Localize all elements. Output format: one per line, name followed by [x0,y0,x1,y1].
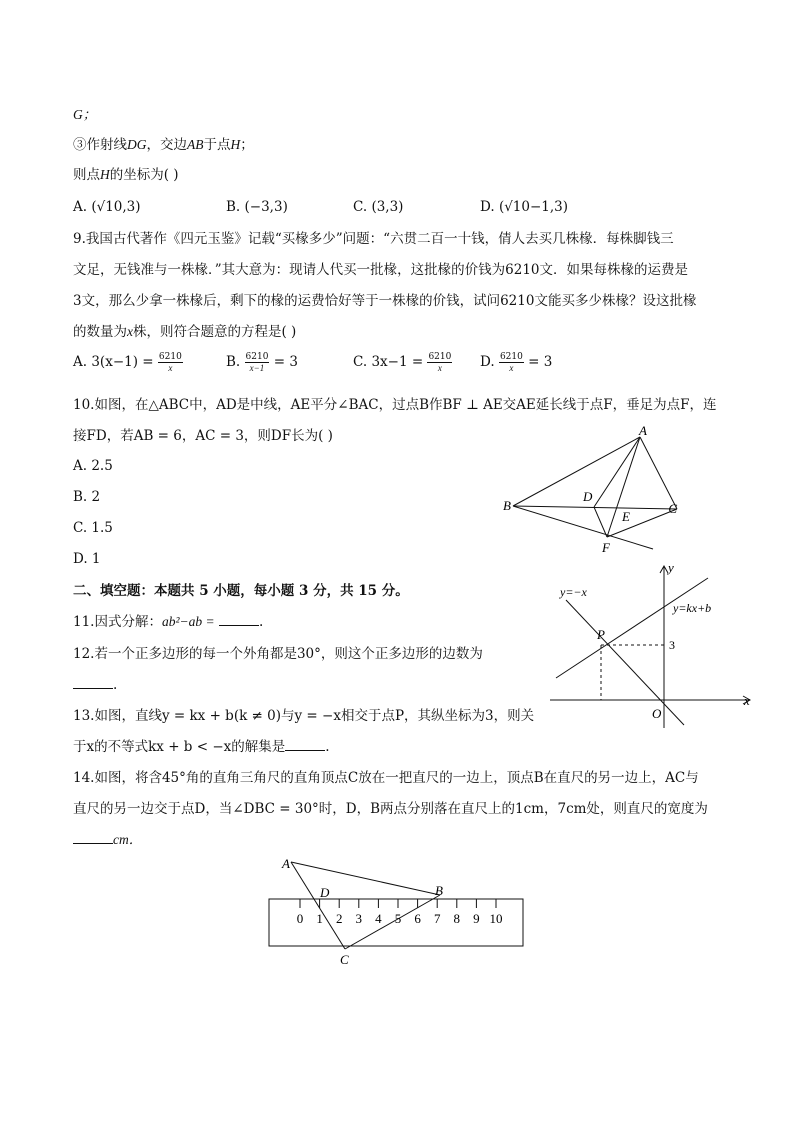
q11-answer-blank[interactable] [219,613,259,626]
q14-ruler-figure [262,852,532,970]
q9-line2: 文足，无钱准与一株椽．”其大意为：现请人代买一批椽，这批椽的价钱为6210文．如果每株椽的运费是 [73,262,689,278]
q13-label-origin: O [652,706,662,721]
q14-ruler-tick-label: 4 [375,911,382,926]
q12-line1: 12.若一个正多边形的每一个外角都是30°，则这个正多边形的边数为 [73,646,483,662]
q12-line2: . [73,676,117,694]
q8-option-d: D. (√10−1,3) [480,199,569,215]
q10-label-b: B [503,498,511,513]
q9-line1: 9.我国古代著作《四元玉鉴》记载“买椽多少”问题：“六贯二百一十钱，倩人去买几株椽．每株脚钱三 [73,231,674,247]
q14-label-d: D [320,885,330,900]
q13-label-line1: y=−x [560,585,587,599]
q12-answer-blank[interactable] [73,676,113,689]
q10-label-c: C [668,501,677,516]
q14-ruler-tick-label: 0 [296,911,304,926]
q9-option-b: B. $\frac{6210}{x-1}$ = 3 [226,352,298,373]
q9-option-a: A. 3(x−1) = $\frac{6210}{x}$ [73,352,182,373]
q8-option-b: B. (−3,3) [226,199,288,215]
q14-ruler-tick-label: 6 [414,911,421,926]
q10-option-c: C. 1.5 [73,520,113,536]
q10-label-a: A [639,423,647,438]
q14-line3: cm． [73,831,142,849]
q10-line1: 10.如图，在△ABC中，AD是中线，AE平分∠BAC，过点B作BF ⊥ AE交AE延长线于点F，垂足为点F，连 [73,397,717,413]
q10-segment-ac [640,437,677,509]
q10-label-d: D [583,489,593,504]
q13-label-three: 3 [669,638,675,652]
q8-question: 则点H的坐标为( ) [73,167,179,183]
q8-line1: G； [73,107,97,122]
q14-ruler-tick-label: 7 [433,911,441,926]
q10-segment-fc [607,509,677,537]
q14-label-c: C [340,952,349,967]
q14-segment-ab [291,862,440,895]
q10-triangle-figure [495,425,675,560]
q10-option-a: A. 2.5 [73,458,113,474]
q14-ruler-tick-label: 8 [453,911,461,926]
q9-option-d: D. $\frac{6210}{x}$ = 3 [480,352,553,373]
q14-ruler-tick-label: 3 [355,911,363,926]
q13-line-y-neg-x [566,600,684,725]
q8-line2: ③作射线DG，交边AB于点H； [73,137,254,153]
q8-option-c: C. (3,3) [353,199,404,215]
q14-label-a: A [282,856,290,871]
q14-ruler-tick-label: 2 [335,911,343,926]
q9-option-c: C. 3x−1 = $\frac{6210}{x}$ [353,352,452,373]
section-title-fill-in: 二、填空题：本题共 5 小题，每小题 3 分，共 15 分。 [73,583,409,599]
q14-ruler-tick-label: 1 [316,911,323,926]
q13-line1: 13.如图，直线y = kx + b(k ≠ 0)与y = −x相交于点P，其纵坐标为3，则关 [73,708,535,724]
q13-answer-blank[interactable] [285,738,325,751]
q14-line2: 直尺的另一边交于点D，当∠DBC = 30°时，D，B两点分别落在直尺上的1cm，7cm处，则直尺的宽度为 [73,801,708,817]
q14-ruler-tick-label: 9 [473,911,480,926]
q10-option-d: D. 1 [73,551,101,567]
q10-label-f: F [602,540,610,555]
q14-ruler-tick-label: 10 [489,911,503,926]
q13-label-line2: y=kx+b [673,601,712,615]
q14-line1: 14.如图，将含45°角的直角三角尺的直角顶点C放在一把直尺的一边上，顶点B在直尺的另一边上，AC与 [73,770,699,786]
q13-label-p: P [597,627,605,642]
q11-line: 11.因式分解：ab²−ab = . [73,614,264,630]
q13-label-y: y [668,560,674,575]
q14-label-b: B [435,883,443,898]
q14-answer-blank[interactable] [73,831,113,844]
q10-option-b: B. 2 [73,489,101,505]
q9-line4: 的数量为x株，则符合题意的方程是( ) [73,324,297,340]
q14-ruler-tick-label: 5 [394,911,402,926]
q14-segment-ac [291,862,345,949]
q13-line2: 于x的不等式kx + b < −x的解集是 . [73,739,330,755]
q10-line2: 接FD，若AB = 6，AC = 3，则DF长为( ) [73,428,333,444]
q13-graph-figure [550,560,760,730]
q10-segment-ad [594,437,640,507]
q9-line3: 3文，那么少拿一株椽后，剩下的椽的运费恰好等于一株椽的价钱，试问6210文能买多少株椽？设这批椽 [73,293,697,309]
q13-label-x: x [744,693,750,708]
q10-label-e: E [622,509,630,524]
q8-option-a: A. (√10,3) [73,199,141,215]
